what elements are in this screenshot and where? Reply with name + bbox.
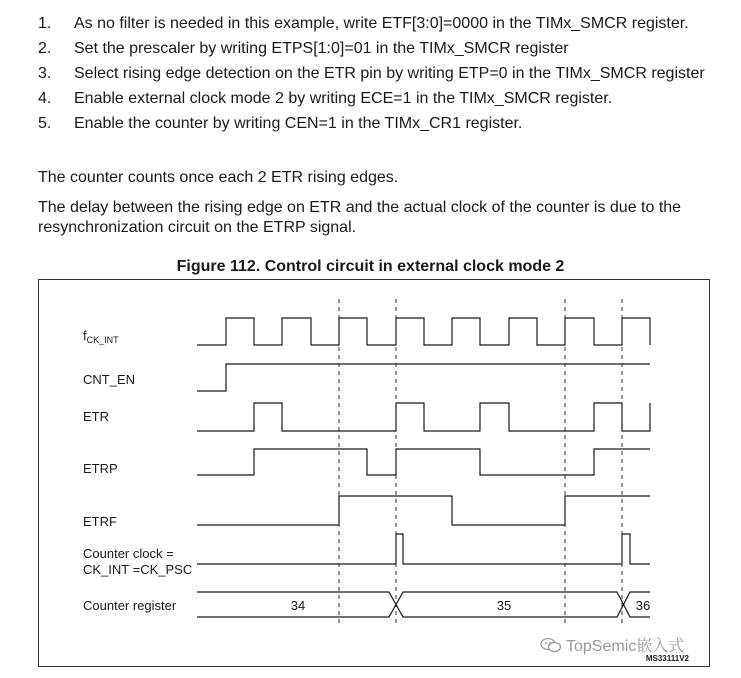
signal-label-etrp: ETRP (83, 461, 118, 476)
figure-id: MS33111V2 (645, 654, 689, 663)
counter-value: 35 (496, 598, 512, 613)
figure-title: Figure 112. Control circuit in external clock mode 2 (176, 258, 565, 275)
counter-clock-waveform (197, 534, 650, 564)
step-number: 5. (38, 115, 52, 132)
signal-label-etr: ETR (83, 409, 109, 424)
list-item (38, 64, 728, 84)
paragraph-count-rule: The counter counts once each 2 ETR rising edges. (38, 169, 399, 186)
counter-register-bus-top (197, 592, 650, 617)
step-number: 1. (38, 15, 52, 32)
signal-label-ck-int-psc: CK_INT =CK_PSC (83, 562, 193, 577)
step-text: Select rising edge detection on the ETR pin by writing ETP=0 in the TIMx_SMCR register (74, 65, 705, 82)
counter-value: 34 (290, 598, 306, 613)
counter-register-bus-bottom (197, 592, 650, 617)
etrf-waveform (197, 496, 650, 525)
etrp-waveform (197, 449, 650, 475)
step-number: 3. (38, 65, 52, 82)
wechat-icon (540, 637, 562, 653)
step-number: 4. (38, 90, 52, 107)
signal-label-fck-int: $f_{CK\_INT}$ (83, 328, 119, 345)
etr-waveform (197, 403, 650, 431)
paragraph-delay-note: The delay between the rising edge on ETR and the actual clock of the counter is due to the resynchronization circuit on the ETRP signal. (38, 199, 682, 236)
signal-label-etrf: ETRF (83, 514, 117, 529)
signal-label-counter-register: Counter register (83, 598, 177, 613)
steps-list (38, 14, 728, 139)
list-item (38, 14, 728, 34)
step-text: Enable the counter by writing CEN=1 in the TIMx_CR1 register. (74, 115, 523, 132)
step-number: 2. (38, 40, 52, 57)
fck-int-waveform (197, 318, 650, 345)
list-item (38, 89, 728, 109)
watermark-text: TopSemic嵌入式 (566, 638, 685, 655)
signal-label-counter-clock: Counter clock = (83, 546, 174, 561)
step-text: As no filter is needed in this example, write ETF[3:0]=0000 in the TIMx_SMCR register. (74, 15, 689, 32)
list-item (38, 114, 728, 134)
step-text: Set the prescaler by writing ETPS[1:0]=01 in the TIMx_SMCR register (74, 40, 569, 57)
watermark (540, 633, 684, 656)
cnt-en-waveform (197, 364, 650, 391)
counter-value: 36 (635, 598, 651, 613)
step-text: Enable external clock mode 2 by writing ECE=1 in the TIMx_SMCR register. (74, 90, 613, 107)
list-item (38, 39, 728, 59)
signal-label-cnt-en: CNT_EN (83, 372, 136, 387)
